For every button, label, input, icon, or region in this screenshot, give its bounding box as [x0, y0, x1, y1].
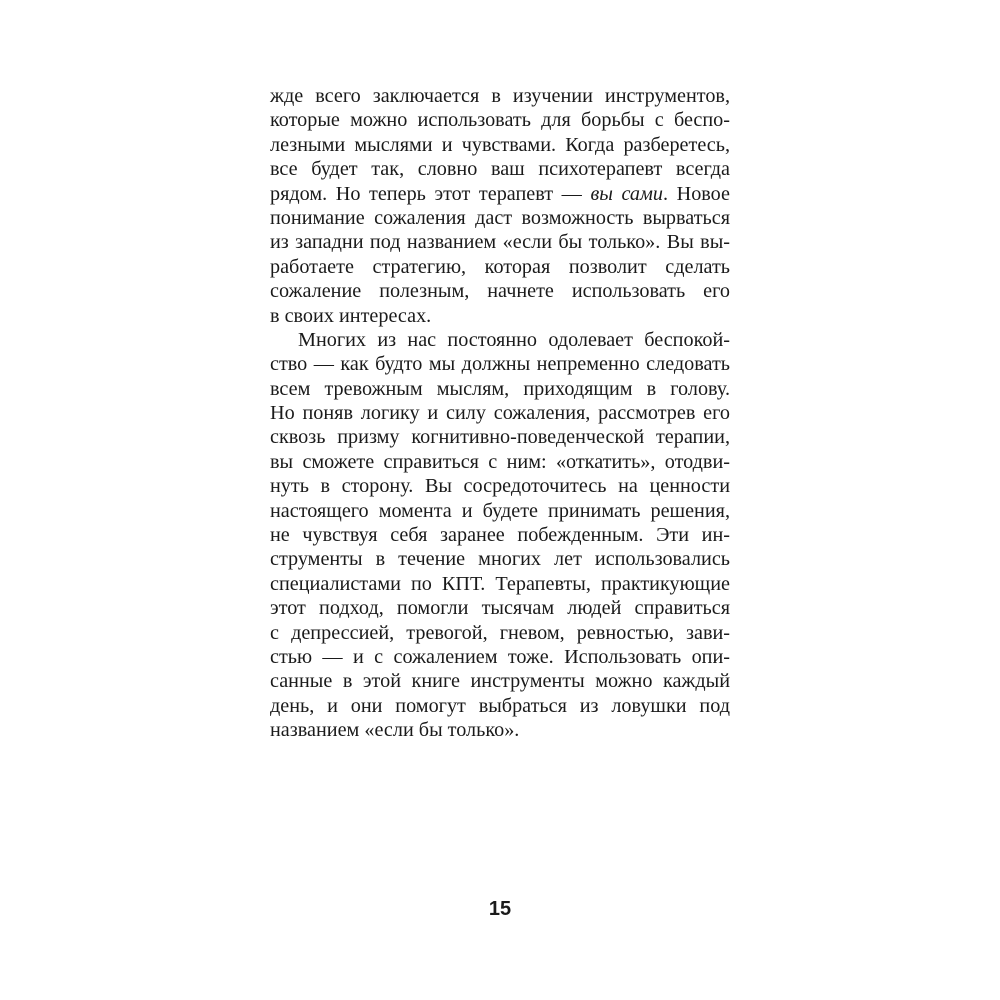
text-segment: нуть в сторону. Вы сосредоточитесь на ценности [270, 475, 730, 498]
paragraph [270, 84, 730, 328]
text-segment: работаете стратегию, которая позволит сделать [270, 255, 730, 278]
text-line [270, 328, 730, 352]
text-segment: ство — как будто мы должны непременно следовать [270, 353, 730, 376]
text-line [270, 304, 730, 328]
text-segment: Многих из нас постоянно одолевает беспокой- [298, 328, 730, 351]
text-segment: с депрессией, тревогой, гневом, ревностью, зави- [270, 621, 730, 644]
text-segment: жде всего заключается в изучении инструментов, [270, 85, 730, 107]
page-number: 15 [488, 898, 512, 920]
text-line [270, 377, 730, 401]
text-line [270, 206, 730, 230]
text-line [270, 230, 730, 254]
body-text [270, 84, 730, 743]
text-segment: Но поняв логику и силу сожаления, рассмотрев его [270, 402, 730, 425]
text-segment: . Новое [662, 182, 730, 205]
text-segment: в своих интересах. [270, 304, 432, 327]
text-segment: названием «если бы только». [270, 719, 520, 742]
text-line [270, 596, 730, 620]
text-segment: вы сможете справиться с ним: «откатить», отодви- [270, 450, 730, 473]
text-line [270, 523, 730, 547]
paragraph [270, 328, 730, 743]
text-line [270, 133, 730, 157]
text-line [270, 669, 730, 693]
text-segment: настоящего момента и будете принимать решения, [270, 499, 730, 522]
text-line [270, 84, 730, 108]
text-segment: специалистами по КПТ. Терапевты, практикующие [270, 572, 730, 595]
emphasis-text: вы сами [590, 182, 663, 205]
text-line [270, 425, 730, 449]
text-segment: стью — и с сожалением тоже. Использовать опи- [270, 645, 730, 668]
text-line [270, 547, 730, 571]
text-line [270, 450, 730, 474]
text-line [270, 499, 730, 523]
text-segment: этот подход, помогли тысячам людей справиться [270, 597, 730, 620]
text-segment: все будет так, словно ваш психотерапевт всегда [270, 158, 730, 181]
text-line [270, 352, 730, 376]
text-line [270, 474, 730, 498]
text-segment: струменты в течение многих лет использовались [270, 548, 730, 571]
text-segment: санные в этой книге инструменты можно каждый [270, 670, 730, 693]
text-line [270, 645, 730, 669]
text-segment: всем тревожным мыслям, приходящим в голову. [270, 377, 730, 400]
text-segment: понимание сожаления даст возможность вырваться [270, 206, 730, 229]
text-line [270, 718, 730, 742]
text-segment: день, и они помогут выбраться из ловушки под [270, 694, 730, 717]
text-segment: которые можно использовать для борьбы с беспо- [270, 109, 730, 132]
text-line [270, 694, 730, 718]
text-segment: сожаление полезным, начнете использовать его [270, 280, 730, 303]
text-line [270, 279, 730, 303]
text-line [270, 182, 730, 206]
text-segment: лезными мыслями и чувствами. Когда разберетесь, [270, 133, 730, 156]
text-segment: из западни под названием «если бы только». Вы вы- [270, 231, 730, 254]
text-line [270, 108, 730, 132]
text-line [270, 572, 730, 596]
text-line [270, 255, 730, 279]
text-segment: не чувствуя себя заранее побежденным. Эти ин- [270, 524, 730, 547]
text-segment: рядом. Но теперь этот терапевт — [270, 182, 591, 205]
text-line [270, 401, 730, 425]
text-line [270, 157, 730, 181]
text-segment: сквозь призму когнитивно-поведенческой терапии, [270, 426, 730, 449]
text-line [270, 621, 730, 645]
